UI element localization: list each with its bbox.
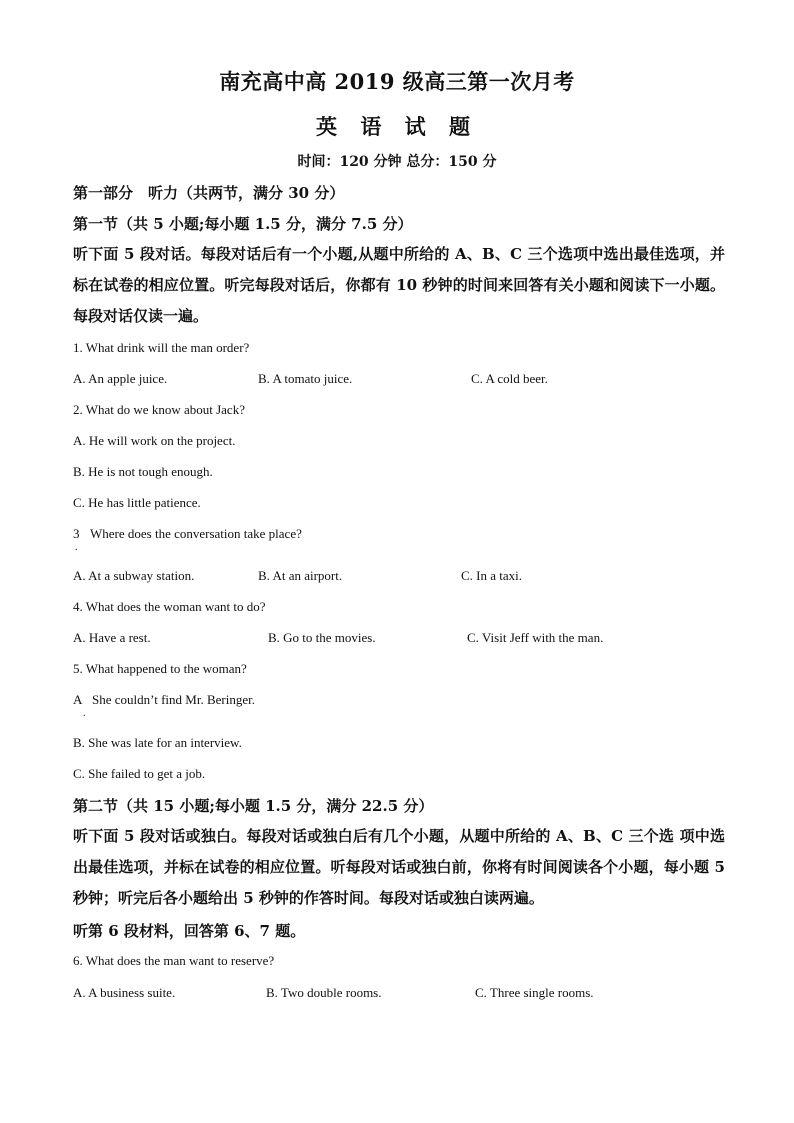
material-6-heading: 听第 6 段材料，回答第 6、7 题。 (73, 922, 306, 940)
part1-heading: 第一部分 听力（共两节，满分 30 分） (73, 184, 345, 202)
section2-heading: 第二节（共 15 小题;每小题 1.5 分，满分 22.5 分） (73, 797, 434, 815)
question-5-option-c: C. She failed to get a job. (73, 766, 206, 781)
question-3-stem: Where does the conversation take place? (90, 526, 302, 541)
question-5-stem: 5. What happened to the woman? (73, 661, 247, 676)
exam-subject: 英 语 试 题 (316, 114, 478, 139)
question-6-stem: 6. What does the man want to reserve? (73, 953, 275, 968)
section2-instructions: 听下面 5 段对话或独白。每段对话或独白后有几个小题，从题中所给的 A、B、C 三个选 项中选出最佳选项，并标在试卷的相应位置。听每段对话或独白前，你将有时间阅读各个小题，每小题 5 秒钟；听完后各小题给出 5 秒钟的作答时间。每段对话或独白读两遍。 (73, 827, 725, 907)
section1-instructions: 听下面 5 段对话。每段对话后有一个小题,从题中所给的 A、B、C 三个选项中选出最佳选项，并标在试卷的相应位置。听完每段对话后，你都有 10 秒钟的时间来回答有关小题和阅读下一小题。每段对话仅读一遍。 (73, 245, 725, 325)
question-1-option-a: A. An apple juice. (73, 371, 168, 386)
question-2-option-b: B. He is not tough enough. (73, 464, 213, 479)
question-2-option-c: C. He has little patience. (73, 495, 201, 510)
question-4-option-a: A. Have a rest. (73, 630, 151, 645)
question-6-option-b: B. Two double rooms. (266, 985, 382, 1000)
question-5-option-a-letter: A (73, 692, 83, 707)
question-3-option-c: C. In a taxi. (461, 568, 523, 583)
question-1-option-b: B. A tomato juice. (258, 371, 353, 386)
question-1-stem: 1. What drink will the man order? (73, 340, 250, 355)
section1-heading: 第一节（共 5 小题;每小题 1.5 分，满分 7.5 分） (73, 215, 413, 233)
question-4-option-c: C. Visit Jeff with the man. (467, 630, 604, 645)
question-5-option-b: B. She was late for an interview. (73, 735, 242, 750)
question-1-option-c: C. A cold beer. (471, 371, 548, 386)
exam-time-info: 时间：120 分钟 总分：150 分 (297, 154, 497, 170)
question-4-stem: 4. What does the woman want to do? (73, 599, 266, 614)
question-6-option-a: A. A business suite. (73, 985, 176, 1000)
question-5-option-a-dot: . (83, 708, 86, 719)
question-3-dot: . (75, 542, 78, 553)
question-5-option-a: She couldn’t find Mr. Beringer. (92, 692, 255, 707)
question-4-option-b: B. Go to the movies. (268, 630, 376, 645)
question-2-option-a: A. He will work on the project. (73, 433, 236, 448)
exam-title: 南充高中高 2019 级高三第一次月考 (219, 69, 575, 94)
question-3-option-a: A. At a subway station. (73, 568, 195, 583)
question-3-option-b: B. At an airport. (258, 568, 343, 583)
question-2-stem: 2. What do we know about Jack? (73, 402, 245, 417)
question-6-option-c: C. Three single rooms. (475, 985, 594, 1000)
question-3-number: 3 (73, 526, 80, 541)
